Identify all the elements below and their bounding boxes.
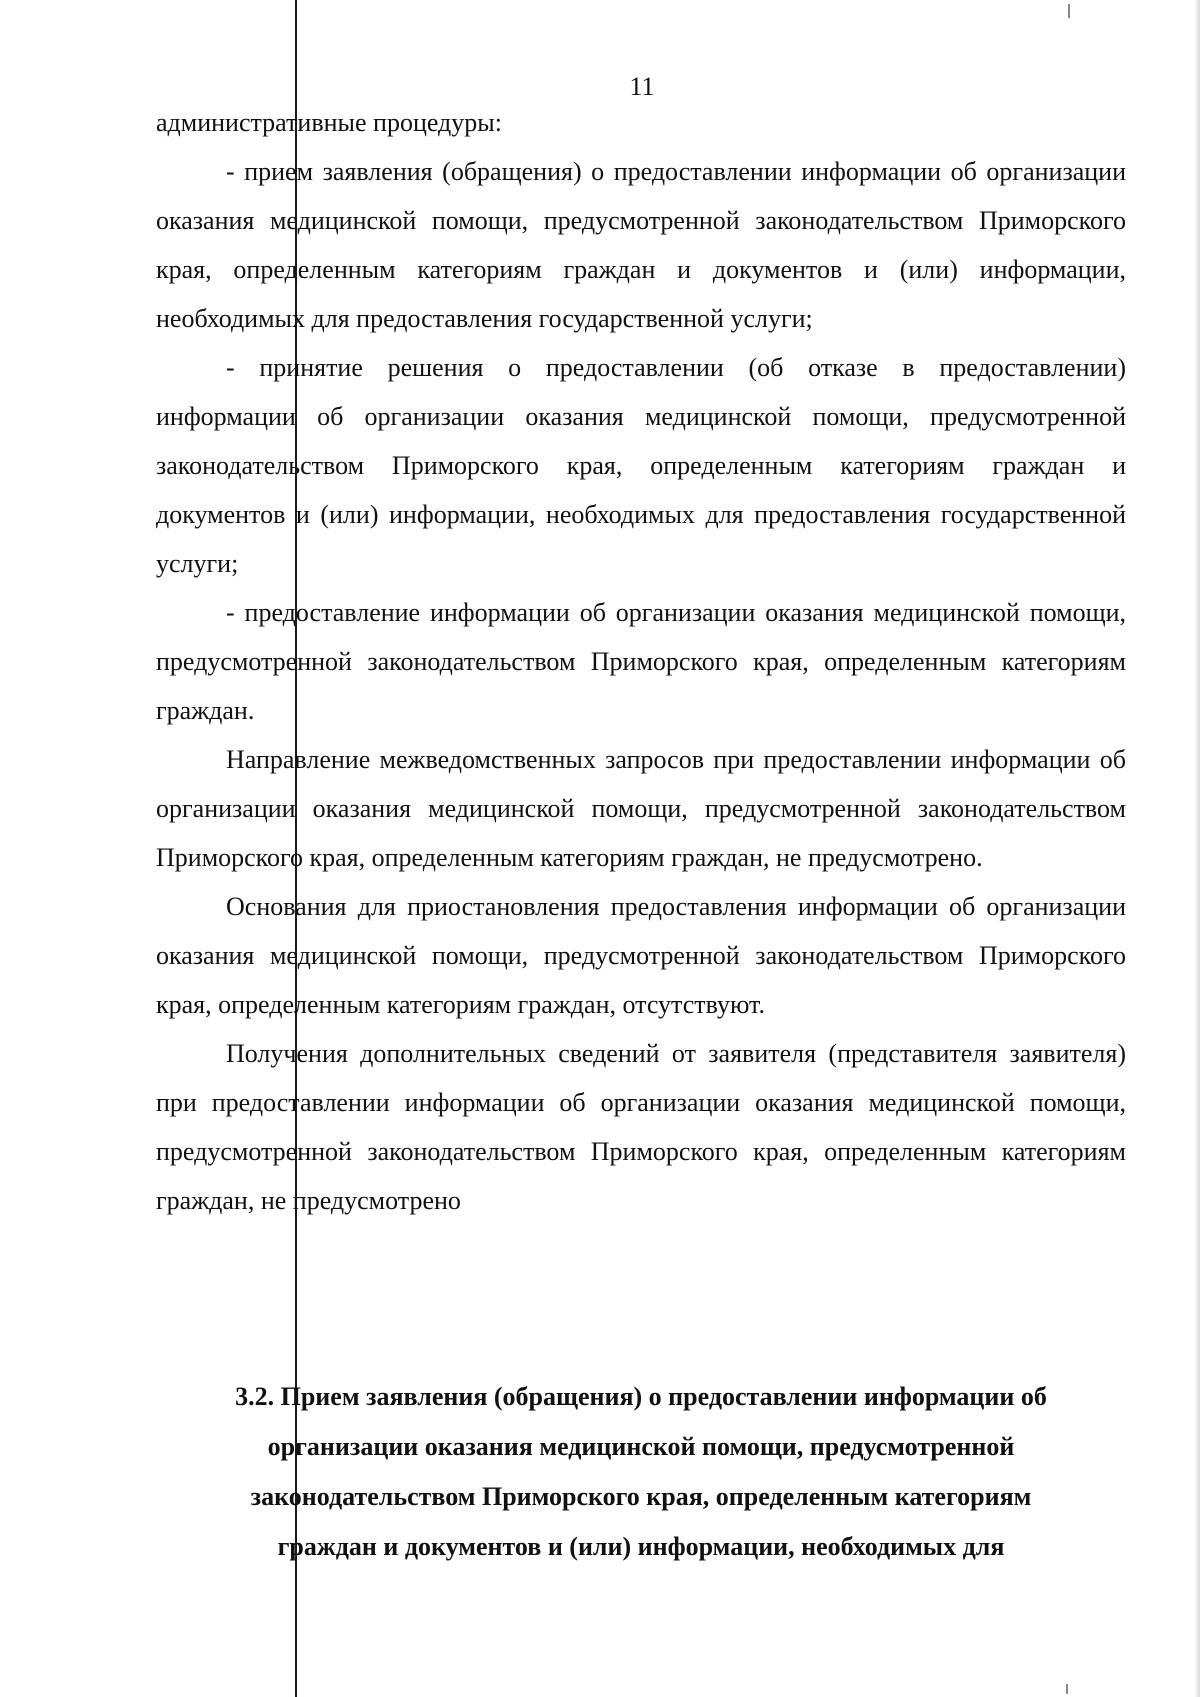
page-edge-shadow — [1194, 0, 1200, 1697]
section-heading — [156, 1372, 1126, 1572]
paragraph-suspension-grounds: Основания для приостановления предоставления информации об организации оказания медицинской помощи, предусмотренной законодательством Приморского края, определенным категориям граждан, отсутствуют. — [156, 892, 1126, 1019]
paragraph-procedure-decision: - принятие решения о предоставлении (об отказе в предоставлении) информации об организации оказания медицинской помощи, предусмотренной законодательством Приморского края, определенным категориям граждан и документов и (или) информации, необходимых для предоставления государственной услуги; — [156, 353, 1126, 578]
paragraph-interagency-requests: Направление межведомственных запросов при предоставлении информации об организации оказания медицинской помощи, предусмотренной законодательством Приморского края, определенным категориям граждан, не предусмотрено. — [156, 745, 1126, 872]
paragraph-procedure-provision: - предоставление информации об организации оказания медицинской помощи, предусмотренной законодательством Приморского края, определенным категориям граждан. — [156, 598, 1126, 725]
heading-line: 3.2. Прием заявления (обращения) о предоставлении информации об — [235, 1382, 1047, 1411]
paragraph-intro: административные процедуры: — [156, 108, 502, 137]
document-body — [156, 98, 1126, 1225]
scan-speck — [1068, 4, 1070, 18]
heading-line: граждан и документов и (или) информации, необходимых для — [277, 1532, 1005, 1561]
scan-speck — [1066, 1684, 1068, 1694]
heading-line: организации оказания медицинской помощи, предусмотренной — [267, 1432, 1015, 1461]
paragraph-additional-info: Получения дополнительных сведений от заявителя (представителя заявителя) при предоставлении информации об организации оказания медицинской помощи, предусмотренной законодательством Приморского края, определенным категориям граждан, не предусмотрено — [156, 1039, 1126, 1215]
page-number: 11 — [629, 72, 655, 101]
paragraph-procedure-receipt: - прием заявления (обращения) о предоставлении информации об организации оказания медицинской помощи, предусмотренной законодательством Приморского края, определенным категориям граждан и документов и (или) информации, необходимых для предоставления государственной услуги; — [156, 157, 1126, 333]
heading-line: законодательством Приморского края, определенным категориям — [250, 1482, 1032, 1511]
